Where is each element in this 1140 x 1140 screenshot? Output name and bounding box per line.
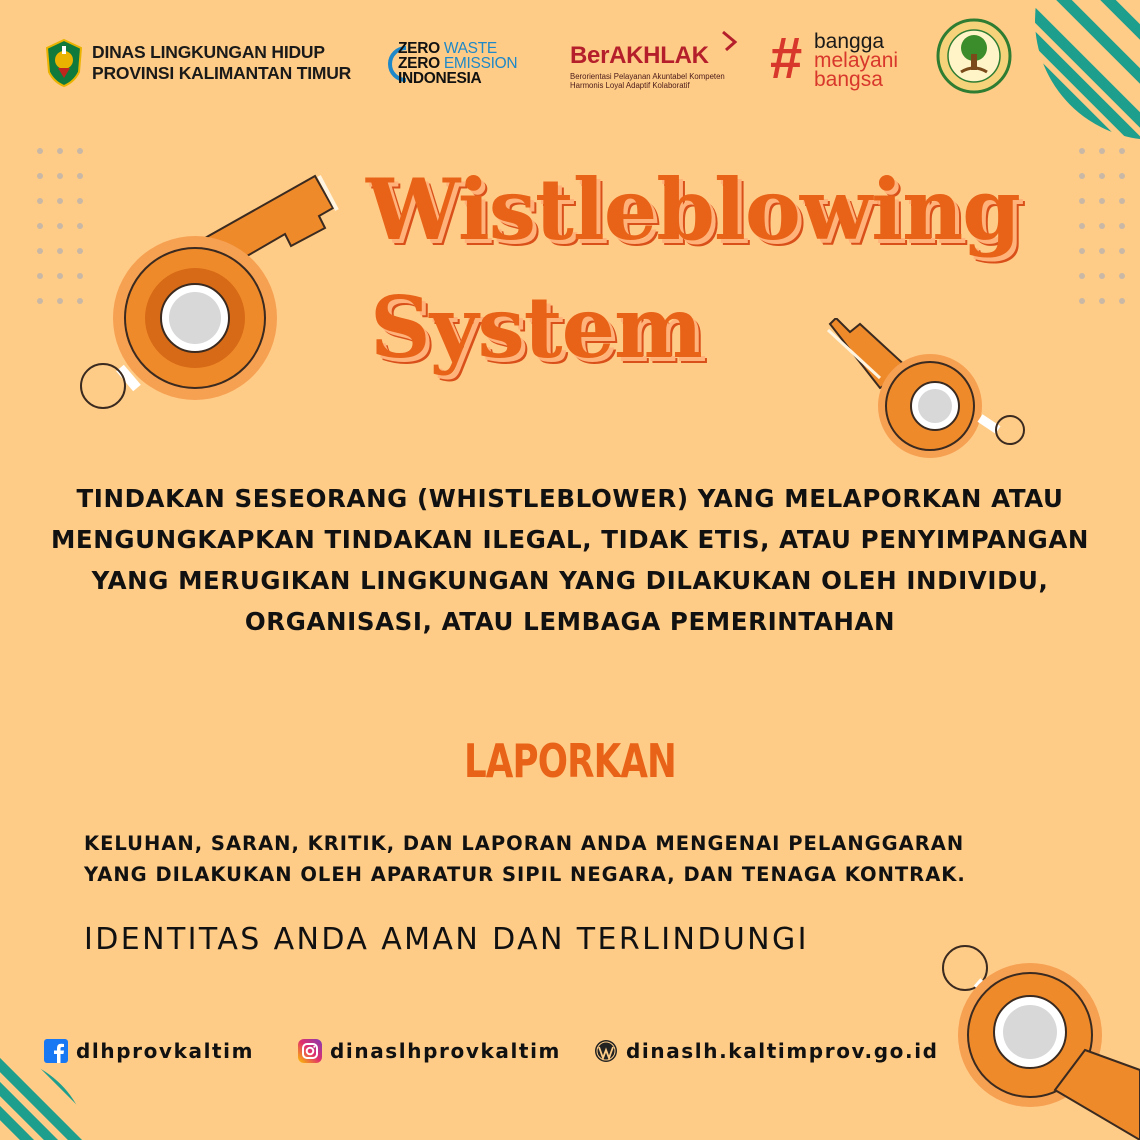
decor-dot xyxy=(1099,273,1105,279)
bangga-melayani-logo xyxy=(770,26,920,92)
decor-dot xyxy=(1079,298,1085,304)
decor-dot xyxy=(1099,148,1105,154)
berakhlak-chevron-icon xyxy=(720,30,740,52)
zw-line1 xyxy=(398,42,497,56)
dinas-logo xyxy=(44,36,354,92)
zw-line3: INDONESIA xyxy=(398,70,482,87)
decor-dot xyxy=(1099,173,1105,179)
social-website[interactable] xyxy=(594,1036,939,1066)
decor-dot xyxy=(1099,198,1105,204)
dinas-name-line1: DINAS LINGKUNGAN HIDUP xyxy=(92,42,325,62)
decor-dot xyxy=(1099,223,1105,229)
decor-dot xyxy=(37,223,43,229)
decor-dot xyxy=(57,173,63,179)
website-label: dinaslh.kaltimprov.go.id xyxy=(626,1039,939,1063)
berakhlak-logo xyxy=(570,30,745,90)
decor-dot xyxy=(1079,148,1085,154)
whistle-bottom-right-illustration xyxy=(935,940,1140,1140)
decor-dot xyxy=(37,298,43,304)
whistle-large-illustration xyxy=(75,168,355,413)
decor-dot xyxy=(1119,173,1125,179)
decor-dot xyxy=(57,148,63,154)
decor-dot xyxy=(37,248,43,254)
identitas-text: IDENTITAS ANDA AMAN DAN TERLINDUNGI xyxy=(84,922,809,957)
whistle-medium-illustration xyxy=(820,318,1030,463)
decor-dot xyxy=(1119,148,1125,154)
decor-dot xyxy=(37,273,43,279)
instagram-icon xyxy=(298,1039,322,1063)
zero-waste-logo xyxy=(388,42,538,92)
decor-dot xyxy=(1079,248,1085,254)
zw-line2-light: EMISSION xyxy=(443,55,518,72)
berakhlak-sub1: Berorientasi Pelayanan Akuntabel Kompeten xyxy=(570,72,725,81)
dinas-name-line2: PROVINSI KALIMANTAN TIMUR xyxy=(92,63,352,83)
dot-grid-right xyxy=(1076,145,1132,307)
facebook-icon xyxy=(44,1039,68,1063)
decor-dot xyxy=(1079,173,1085,179)
decor-dot xyxy=(37,148,43,154)
kaltim-crest-icon xyxy=(44,38,84,88)
zw-line1-light: WASTE xyxy=(443,40,497,57)
zw-line1-bold: ZERO xyxy=(398,40,440,57)
zw-line2 xyxy=(398,57,517,71)
decor-dot xyxy=(37,173,43,179)
tree-seal-icon xyxy=(936,18,1012,94)
berakhlak-title: BerAKHLAK xyxy=(570,42,709,69)
decor-dot xyxy=(57,273,63,279)
decor-dot xyxy=(1079,198,1085,204)
decor-dot xyxy=(1119,273,1125,279)
decor-dot xyxy=(57,198,63,204)
decor-dot xyxy=(1119,198,1125,204)
hashtag-icon: # xyxy=(770,26,803,91)
decor-dot xyxy=(1079,223,1085,229)
description-text: TINDAKAN SESEORANG (WHISTLEBLOWER) YANG MELAPORKAN ATAU MENGUNGKAPKAN TINDAKAN ILEGAL, TIDAK ETIS, ATAU PENYIMPANGAN YANG MERUGIKAN LINGKUNGAN YANG DILAKUKAN OLEH INDIVIDU, ORGANISASI, ATAU LEMBAGA PEMERINTAHAN xyxy=(50,484,1090,636)
laporkan-heading: LAPORKAN xyxy=(463,734,676,788)
wordpress-icon xyxy=(594,1039,618,1063)
title-line2: System xyxy=(370,278,702,377)
decor-dot xyxy=(37,198,43,204)
stripe-decoration-top-right xyxy=(1030,0,1140,150)
facebook-label: dlhprovkaltim xyxy=(76,1039,255,1063)
bangga-line1: bangga xyxy=(814,30,885,53)
zw-line2-bold: ZERO xyxy=(398,55,440,72)
berakhlak-sub2: Harmonis Loyal Adaptif Kolaboratif xyxy=(570,81,690,90)
decor-dot xyxy=(77,148,83,154)
title-line1: Wistleblowing xyxy=(366,160,1020,259)
social-instagram[interactable] xyxy=(298,1036,561,1066)
instagram-label: dinaslhprovkaltim xyxy=(330,1039,561,1063)
social-facebook[interactable] xyxy=(44,1036,254,1066)
decor-dot xyxy=(57,223,63,229)
decor-dot xyxy=(1079,273,1085,279)
decor-dot xyxy=(1099,248,1105,254)
decor-dot xyxy=(1119,248,1125,254)
bangga-line3: bangsa xyxy=(814,68,883,91)
decor-dot xyxy=(1099,298,1105,304)
decor-dot xyxy=(57,248,63,254)
decor-dot xyxy=(1119,223,1125,229)
decor-dot xyxy=(57,298,63,304)
decor-dot xyxy=(1119,298,1125,304)
laporkan-text: KELUHAN, SARAN, KRITIK, DAN LAPORAN ANDA MENGENAI PELANGGARAN YANG DILAKUKAN OLEH APARATUR SIPIL NEGARA, DAN TENAGA KONTRAK. xyxy=(84,832,966,886)
bangga-line2: melayani xyxy=(814,49,899,72)
